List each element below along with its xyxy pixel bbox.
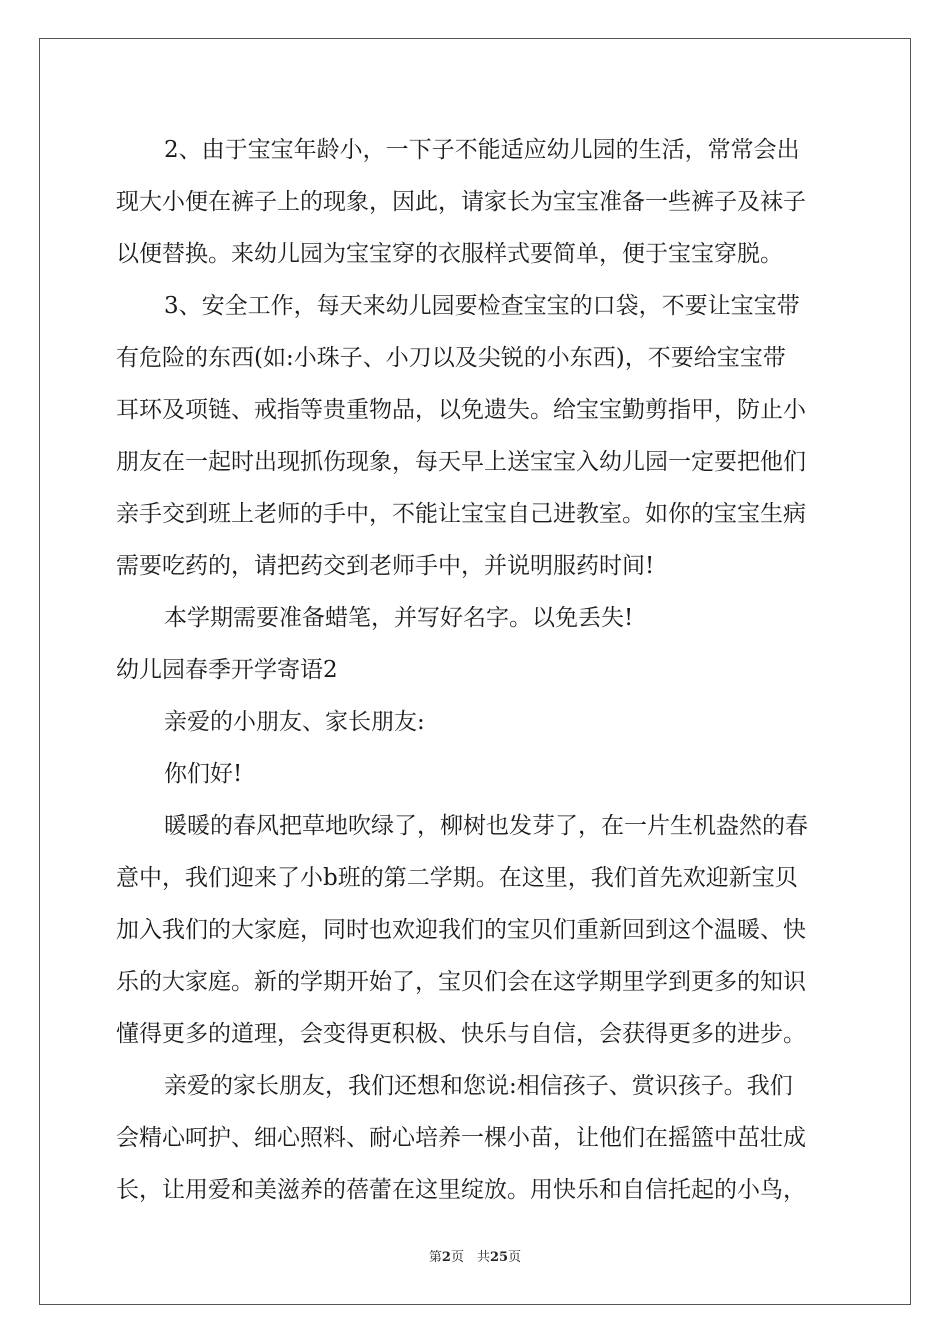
paragraph: [116, 124, 840, 280]
bottom-paragraphs: [116, 800, 840, 1216]
text-line: 需要吃药的，请把药交到老师手中，并说明服药时间!: [116, 553, 655, 579]
text-line: 耳环及项链、戒指等贵重物品，以免遗失。给宝宝勤剪指甲，防止小: [116, 397, 806, 423]
footer-total-pages: 25: [489, 1250, 509, 1265]
text-line: 现大小便在裤子上的现象，因此，请家长为宝宝准备一些裤子及袜子: [116, 189, 806, 215]
paragraph: [116, 592, 840, 644]
text-line: 亲手交到班上老师的手中，不能让宝宝自己进教室。如你的宝宝生病: [116, 501, 806, 527]
paragraph: [116, 1060, 840, 1216]
document-body: [116, 124, 840, 1216]
text-line: 加入我们的大家庭，同时也欢迎我们的宝贝们重新回到这个温暖、快: [116, 917, 806, 943]
text-line: 亲爱的家长朋友，我们还想和您说:相信孩子、赏识孩子。我们: [164, 1073, 793, 1099]
text-line: 3、安全工作，每天来幼儿园要检查宝宝的口袋，不要让宝宝带: [164, 293, 800, 319]
text-line: 乐的大家庭。新的学期开始了，宝贝们会在这学期里学到更多的知识: [116, 969, 806, 995]
text-line: 朋友在一起时出现抓伤现象，每天早上送宝宝入幼儿园一定要把他们: [116, 449, 806, 475]
text-line: 2、由于宝宝年龄小，一下子不能适应幼儿园的生活，常常会出: [164, 137, 800, 163]
text-line: 本学期需要准备蜡笔，并写好名字。以免丢失!: [164, 605, 634, 631]
paragraph: [116, 280, 840, 592]
text-line: 懂得更多的道理，会变得更积极、快乐与自信，会获得更多的进步。: [116, 1021, 806, 1047]
text-line: 长，让用爱和美滋养的蓓蕾在这里绽放。用快乐和自信托起的小鸟，: [116, 1177, 806, 1203]
greeting: 亲爱的小朋友、家长朋友:: [164, 709, 425, 735]
footer-middle: 页 共: [450, 1250, 490, 1265]
page-footer: [0, 1246, 950, 1265]
paragraph: [116, 800, 840, 1060]
text-line: 会精心呵护、细心照料、耐心培养一棵小苗，让他们在摇篮中茁壮成: [116, 1125, 806, 1151]
text-line: 有危险的东西(如:小珠子、小刀以及尖锐的小东西)，不要给宝宝带: [116, 345, 786, 371]
hello-line: 你们好!: [164, 761, 243, 787]
footer-prefix: 第: [428, 1250, 442, 1265]
footer-page-number: 2: [441, 1250, 451, 1265]
text-line: 暖暖的春风把草地吹绿了，柳树也发芽了，在一片生机盎然的春: [164, 813, 808, 839]
text-line: 以便替换。来幼儿园为宝宝穿的衣服样式要简单，便于宝宝穿脱。: [116, 241, 783, 267]
top-paragraphs: [116, 124, 840, 644]
text-line: 意中，我们迎来了小b班的第二学期。在这里，我们首先欢迎新宝贝: [116, 865, 798, 891]
section-title: 幼儿园春季开学寄语2: [116, 657, 338, 683]
footer-suffix: 页: [508, 1250, 522, 1265]
